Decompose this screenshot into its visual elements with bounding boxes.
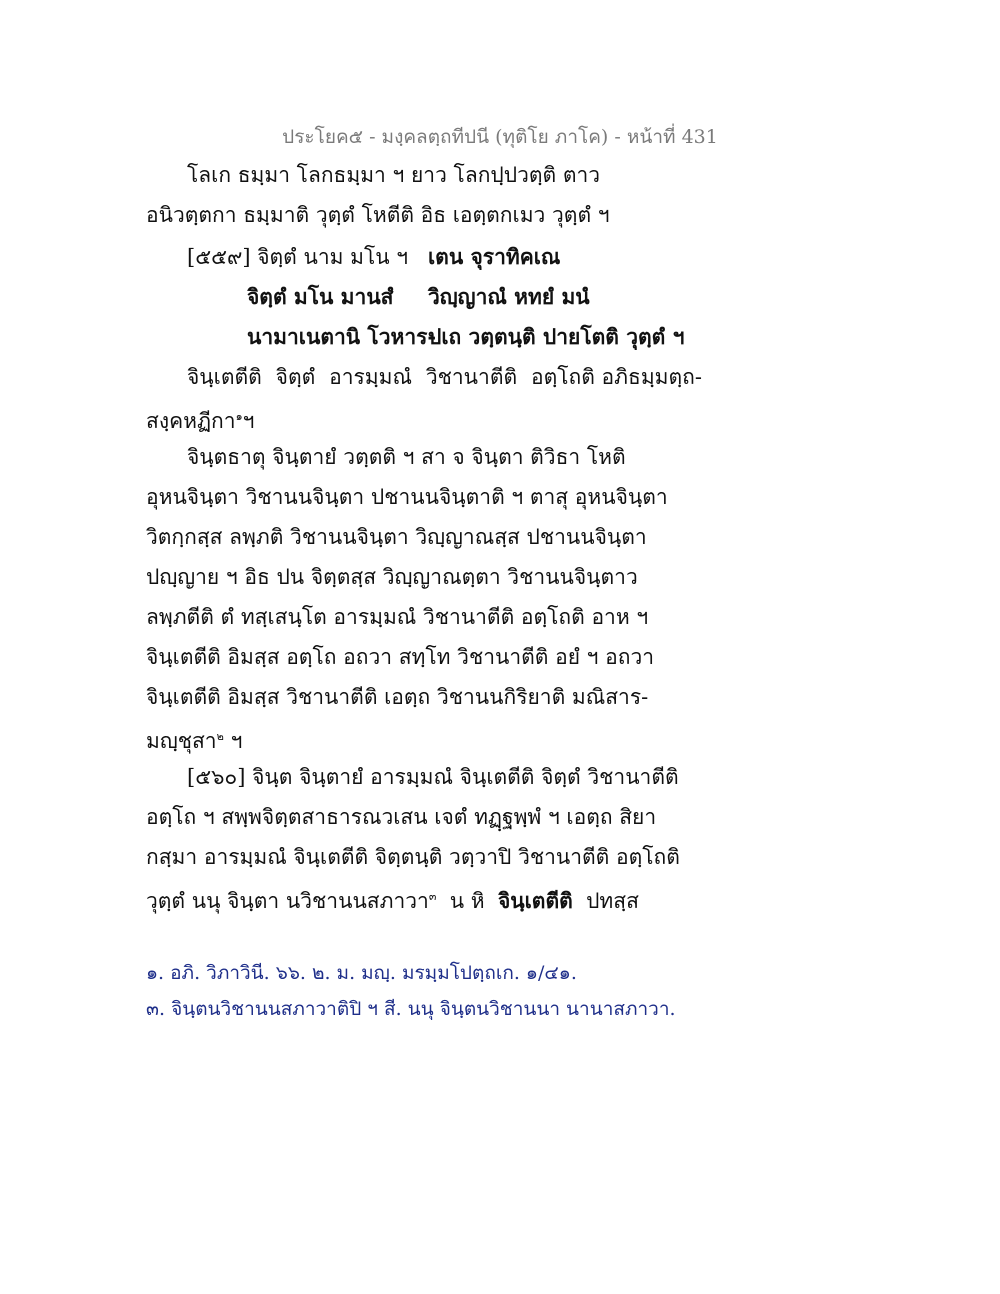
para4-line4-b: น หิ [449,889,485,913]
para2-word3: อารมฺมณํ [329,365,412,389]
footnote-1: ๑. อภิ. วิภาวินี. ๖๖. ๒. ม. มญฺ. มรมฺมโปตฺถเก. ๑/๔๑. [146,962,577,984]
para3-line8-text: มญฺชุสา [146,729,217,753]
para3-line5: ลพฺภตีติ ตํ ทสฺเสนฺโต อารมฺมณํ วิชานาตีติ อตฺโถติ อาห ฯ [146,605,649,629]
footnote-ref-2: ๒ [216,730,224,743]
para4-line4-bold: จินฺเตตีติ [497,888,573,913]
footnote-2: ๓. จินฺตนวิชานนสภาวาติปิ ฯ สี. นนุ จินฺตนวิชานนา นานาสภาวา. [146,998,676,1020]
para2-word4: วิชานาตีติ [425,365,518,389]
verse-line1-b: เตน จุราทิคเณ [428,244,561,269]
para3-line8-end: ฯ [230,729,243,753]
verse-line3-a: นามาเนตานิ โวหาร- [247,324,437,349]
para2-line2-end: ฯ [242,409,255,433]
para3-line4: ปญฺญาย ฯ อิธ ปน จิตฺตสฺส วิญฺญาณตฺตา วิชานนจินฺตาว [146,565,638,589]
verse-line1-a: [๕๕๙] จิตฺตํ นาม มโน ฯ [187,245,409,269]
verse-line1 [187,242,408,272]
para4-line4 [146,882,639,916]
para4-line4-a: วุตฺตํ นนุ จินฺตา นวิชานนสภาวา [146,889,429,913]
para2-line1 [187,362,702,392]
para3-line8 [146,722,242,756]
para1-line2: อนิวตฺตกา ธมฺมาติ วุตฺตํ โหตีติ อิธ เอตฺตกเมว วุตฺตํ ฯ [146,203,610,227]
verse-line2-b: วิญฺญาณํ หทยํ มนํ [428,284,590,309]
para1-line1: โลเก ธมฺมา โลกธมฺมา ฯ ยาว โลกปฺปวตฺติ ตาว [187,163,601,187]
para4-line4-c: ปทสฺส [586,889,639,913]
verse-line3-b: ปเถ วตฺตนฺติ ปายโตติ วุตฺตํ ฯ [428,324,685,349]
para3-line6: จินฺเตตีติ อิมสฺส อตฺโถ อถวา สทฺโท วิชานาตีติ อยํ ฯ อถวา [146,645,655,669]
page-header: ประโยค๕ - มงฺคลตฺถทีปนี (ทุติโย ภาโค) - หน้าที่ 431 [282,126,718,148]
para2-word5: อตฺโถติ อภิธมฺมตฺถ- [530,365,702,389]
para3-line3: วิตกฺกสฺส ลพฺภติ วิชานนจินฺตา วิญฺญาณสฺส ปชานนจินฺตา [146,525,647,549]
para2-line2 [146,402,254,436]
para3-line7: จินฺเตตีติ อิมสฺส วิชานาตีติ เอตฺถ วิชานนกิริยาติ มณิสาร- [146,685,649,709]
para4-line1: [๕๖๐] จินฺต จินฺตายํ อารมฺมณํ จินฺเตตีติ จิตฺตํ วิชานาตีติ [187,765,679,789]
para3-line2: อุหนจินฺตา วิชานนจินฺตา ปชานนจินฺตาติ ฯ ตาสุ อุหนจินฺตา [146,485,668,509]
para2-line2-text: สงฺคหฏีกา [146,409,236,433]
footnote-ref-3: ๓ [428,890,437,903]
para4-line3: กสฺมา อารมฺมณํ จินฺเตตีติ จิตฺตนฺติ วตฺวาปิ วิชานาตีติ อตฺโถติ [146,845,680,869]
para2-word2: จิตฺตํ [275,365,316,389]
para3-line1: จินฺตธาตุ จินฺตายํ วตฺตติ ฯ สา จ จินฺตา ติวิธา โหติ [187,445,626,469]
footnote-ref-1: ๑ [235,410,243,423]
para2-word1: จินฺเตตีติ [187,365,262,389]
verse-line2-a: จิตฺตํ มโน มานสํ [247,284,394,309]
para4-line2: อตฺโถ ฯ สพฺพจิตฺตสาธารณวเสน เจตํ ทฏฺฐพฺพํ ฯ เอตฺถ สิยา [146,805,657,829]
